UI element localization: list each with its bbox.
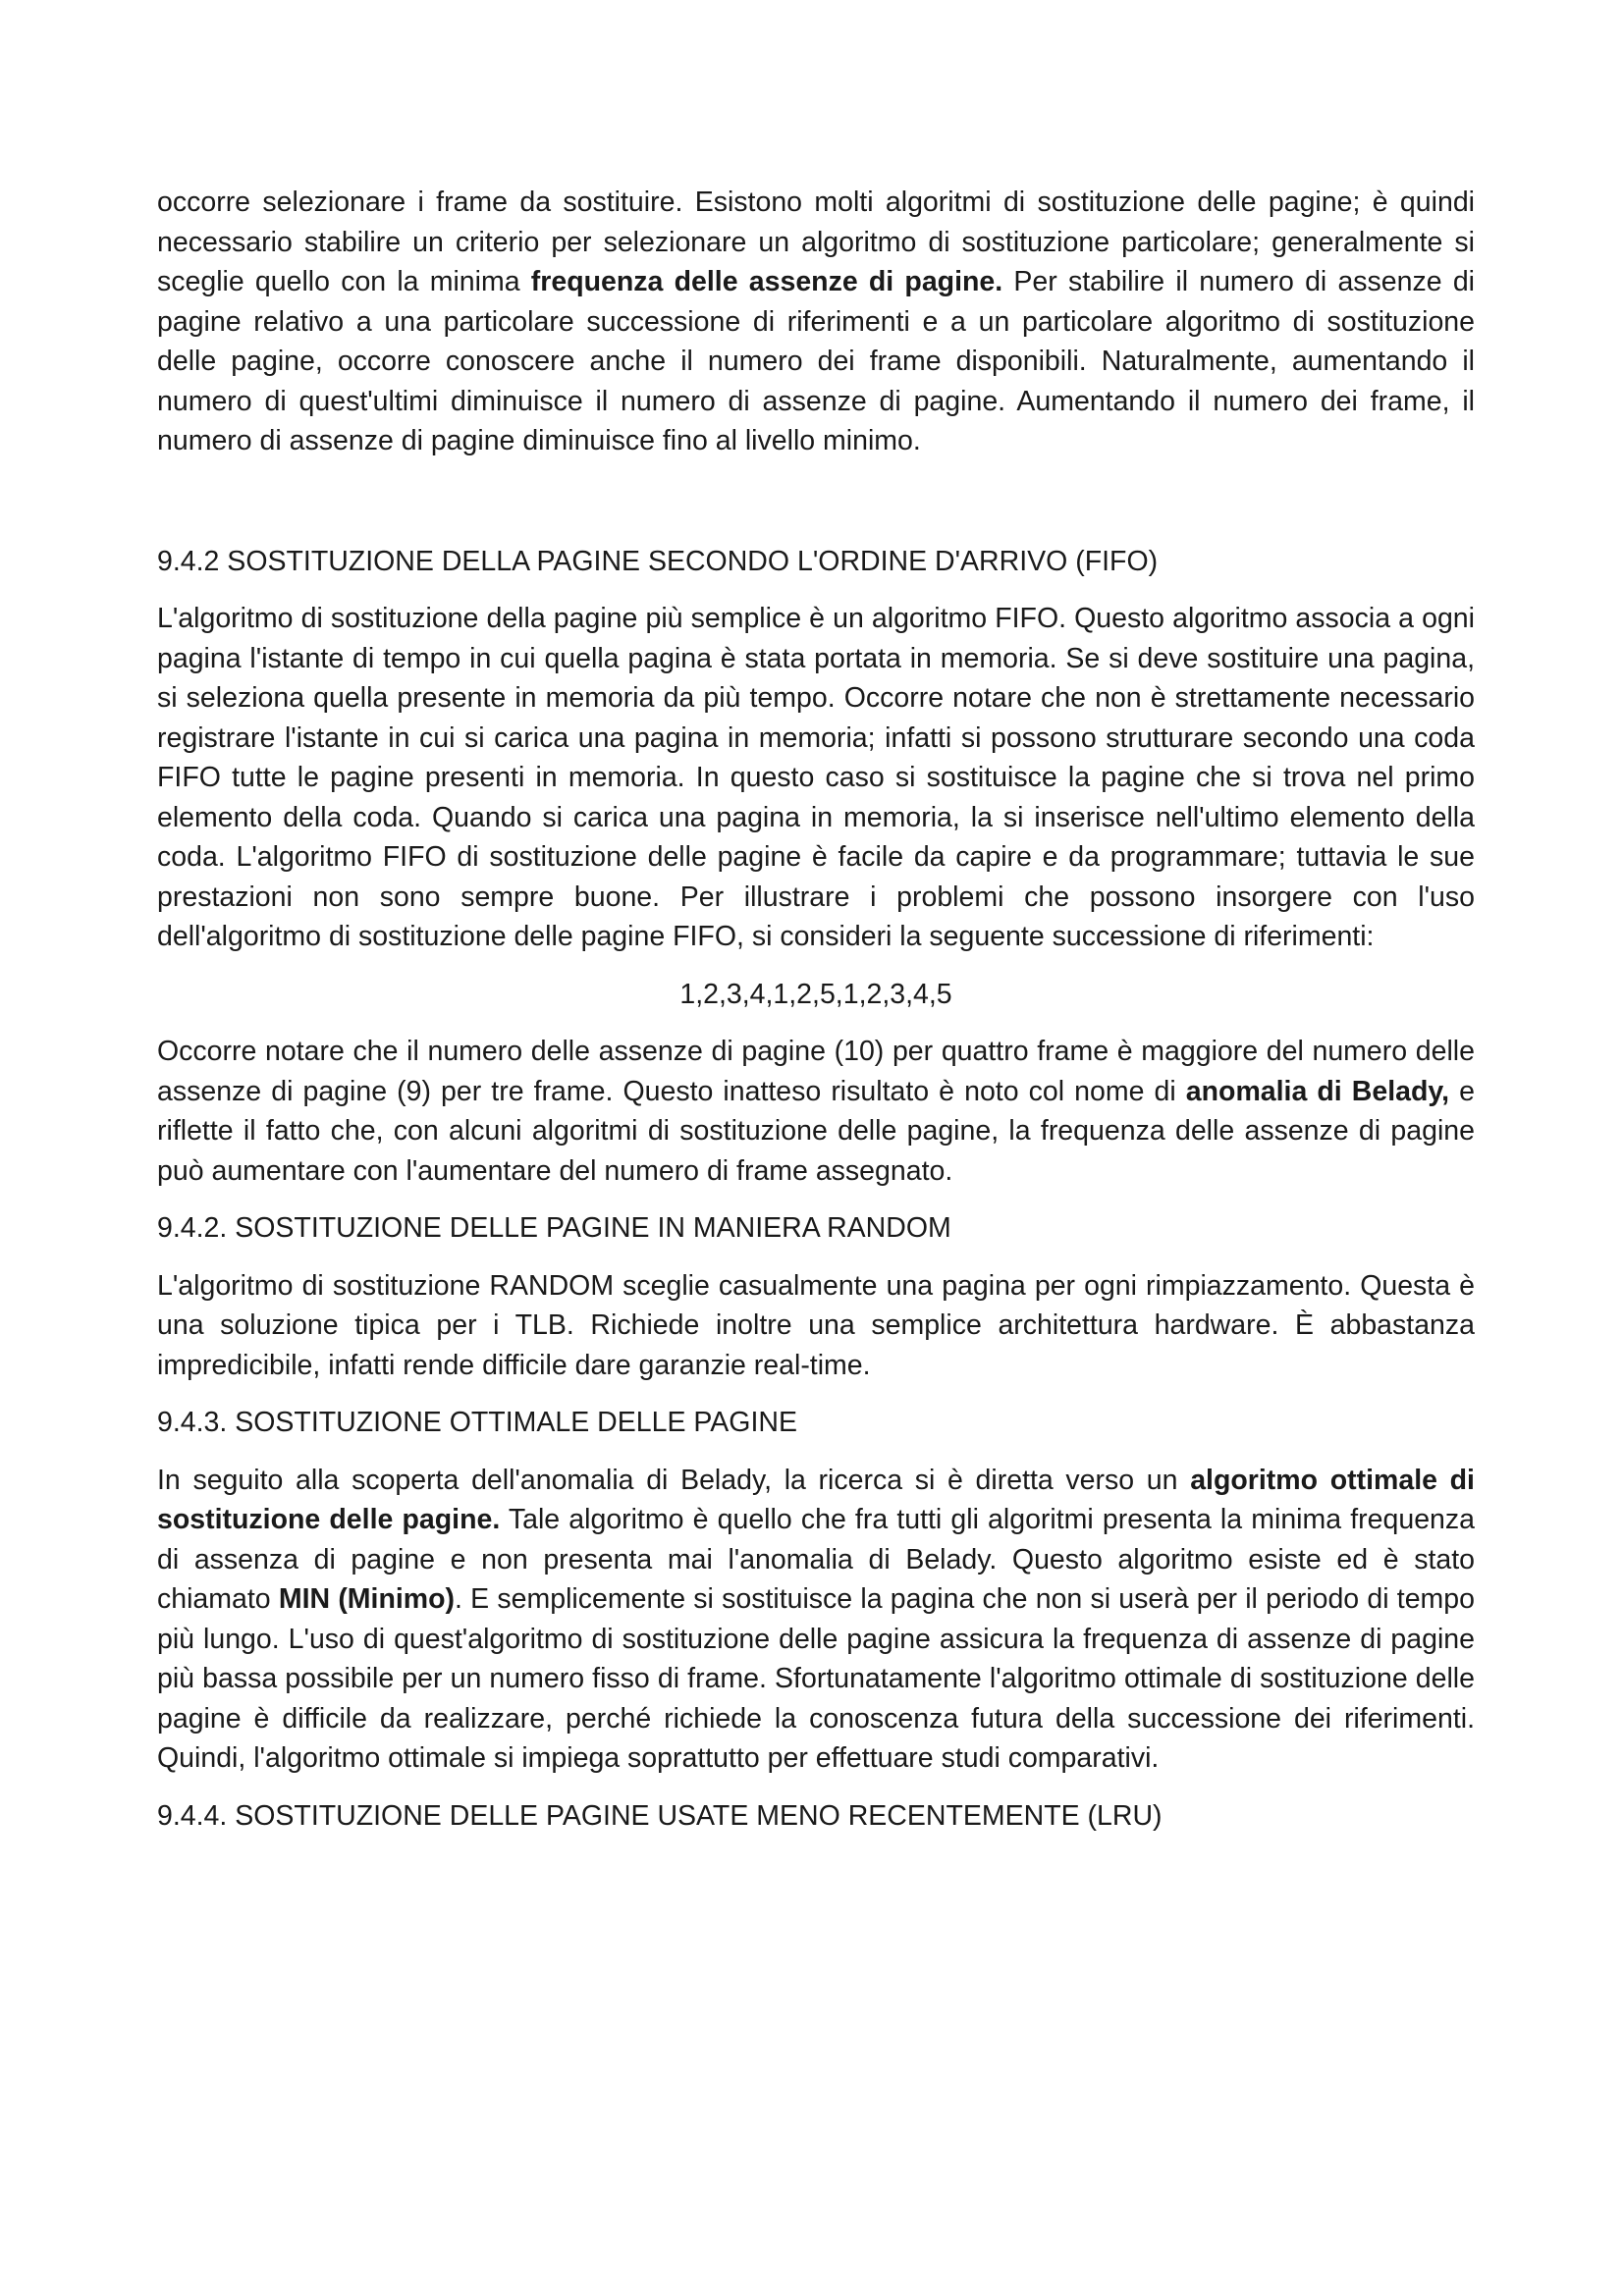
optimal-paragraph bbox=[157, 1461, 1475, 1779]
min-bold-term: MIN (Minimo) bbox=[278, 1583, 456, 1615]
belady-paragraph bbox=[157, 1032, 1475, 1191]
belady-text-b: e riflette il fatto che, con alcuni algoritmi di sostituzione delle pagine, la frequenza delle assenze di pagine può aumentare con l'aumentare del numero di frame assegnato. bbox=[157, 1075, 1475, 1187]
fifo-paragraph: L'algoritmo di sostituzione della pagine più semplice è un algoritmo FIFO. Questo algoritmo associa a ogni pagina l'istante di tempo in cui quella pagina è stata portata in memoria. Se si deve sostituire una pagina, si seleziona quella presente in memoria da più tempo. Occorre notare che non è strettamente necessario registrare l'istante in cui si carica una pagina in memoria; infatti si possono strutturare secondo una coda FIFO tutte le pagine presenti in memoria. In questo caso si sostituisce la pagine che si trova nel primo elemento della coda. Quando si carica una pagina in memoria, la si inserisce nell'ultimo elemento della coda. L'algoritmo FIFO di sostituzione delle pagine è facile da capire e da programmare; tuttavia le sue prestazioni non sono sempre buone. Per illustrare i problemi che possono insorgere con l'uso dell'algoritmo di sostituzione delle pagine FIFO, si consideri la seguente successione di riferimenti: bbox=[157, 603, 1475, 952]
reference-sequence: 1,2,3,4,1,2,5,1,2,3,4,5 bbox=[679, 978, 952, 1010]
intro-bold-term: frequenza delle assenze di pagine. bbox=[530, 266, 1003, 297]
belady-bold-term: anomalia di Belady, bbox=[1185, 1075, 1450, 1107]
optimal-text-c: . E semplicemente si sostituisce la pagina che non si userà per il periodo di tempo più lungo. L'uso di quest'algoritmo di sostituzione delle pagine assicura la frequenza di assenze di pagine più bassa possibile per un numero fisso di frame. Sfortunatamente l'algoritmo ottimale di sostituzione delle pagine è difficile da realizzare, perché richiede la conoscenza futura della successione dei riferimenti. Quindi, l'algoritmo ottimale si impiega soprattutto per effettuare studi comparativi. bbox=[157, 1583, 1475, 1774]
optimal-heading: 9.4.3. SOSTITUZIONE OTTIMALE DELLE PAGINE bbox=[157, 1407, 797, 1438]
lru-heading: 9.4.4. SOSTITUZIONE DELLE PAGINE USATE MENO RECENTEMENTE (LRU) bbox=[157, 1799, 1163, 1832]
intro-text-b: Per stabilire il numero di assenze di pagine relativo a una particolare successione di riferimenti e a un particolare algoritmo di sostituzione delle pagine, occorre conoscere anche il numero dei frame disponibili. Naturalmente, aumentando il numero di quest'ultimi diminuisce il numero di assenze di pagine. Aumentando il numero dei frame, il numero di assenze di pagine diminuisce fino al livello minimo. bbox=[157, 266, 1475, 456]
random-paragraph: L'algoritmo di sostituzione RANDOM sceglie casualmente una pagina per ogni rimpiazzamento. Questa è una soluzione tipica per i TLB. Richiede inoltre una semplice architettura hardware. È abbastanza impredicibile, infatti rende difficile dare garanzie real-time. bbox=[157, 1269, 1475, 1381]
belady-text-a: Occorre notare che il numero delle assenze di pagine (10) per quattro frame è maggiore del numero delle assenze di pagine (9) per tre frame. Questo inatteso risultato è noto col nome di bbox=[157, 1036, 1475, 1107]
optimal-text-b: Tale algoritmo è quello che fra tutti gli algoritmi presenta la minima frequenza di assenza di pagine e non presenta mai l'anomalia di Belady. Questo algoritmo esiste ed è stato chiamato bbox=[157, 1504, 1475, 1615]
intro-paragraph bbox=[157, 183, 1475, 461]
fifo-heading: 9.4.2 SOSTITUZIONE DELLA PAGINE SECONDO L'ORDINE D'ARRIVO (FIFO) bbox=[157, 545, 1159, 577]
optimal-bold-term: algoritmo ottimale di sostituzione delle pagine. bbox=[157, 1464, 1475, 1535]
random-heading: 9.4.2. SOSTITUZIONE DELLE PAGINE IN MANIERA RANDOM bbox=[157, 1212, 951, 1244]
optimal-text-a: In seguito alla scoperta dell'anomalia di Belady, la ricerca si è diretta verso un bbox=[157, 1464, 1191, 1496]
document-page bbox=[157, 183, 1475, 1836]
intro-text-a: occorre selezionare i frame da sostituire. Esistono molti algoritmi di sostituzione delle pagine; è quindi necessario stabilire un criterio per selezionare un algoritmo di sostituzione particolare; generalmente si sceglie quello con la minima bbox=[157, 187, 1475, 297]
